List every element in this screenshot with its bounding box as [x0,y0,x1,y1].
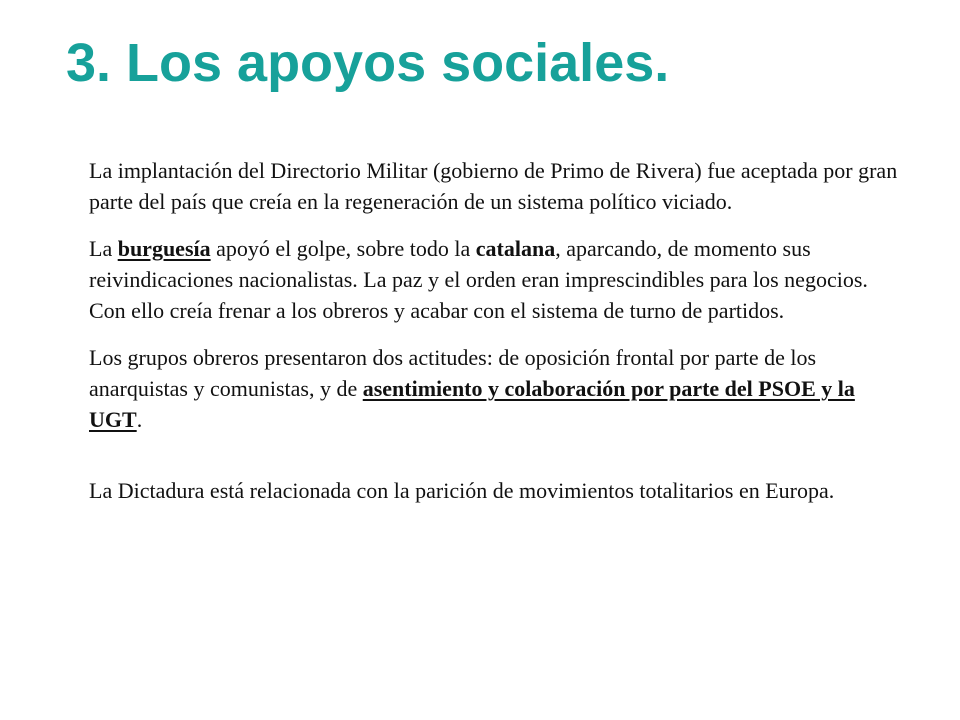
paragraph-burguesia-intro: La [89,236,118,261]
paragraph-grupos-obreros-intro: Los grupos obreros presentaron dos actitudes: de oposición frontal por parte de los anarquistas y comunistas, y de [89,345,817,401]
paragraph-grupos-obreros [89,342,909,435]
paragraph-directorio-militar: La implantación del Directorio Militar (gobierno de Primo de Rivera) fue aceptada por gran parte del país que creía en la regeneración de un sistema político viciado. [89,158,898,214]
paragraph-grupos-obreros-end: . [136,407,143,432]
emphasis-catalana: catalana [475,236,556,261]
slide-title: 3. Los apoyos sociales. [66,33,670,93]
paragraph-burguesia [89,233,909,326]
slide-body [89,155,909,506]
paragraph-burguesia-mid: apoyó el golpe, sobre todo la [210,236,476,261]
paragraph-dictadura-europa: La Dictadura está relacionada con la parición de movimientos totalitarios en Europa. [89,478,835,503]
emphasis-burguesia: burguesía [117,236,211,261]
emphasis-psoe-ugt: asentimiento y colaboración por parte del PSOE y la UGT [89,376,855,432]
paragraph-burguesia-rest: , aparcando, de momento sus reivindicaciones nacionalistas. La paz y el orden eran imprescindibles para los negocios. Con ello creía frenar a los obreros y acabar con el sistema de turno de partidos. [89,236,868,323]
